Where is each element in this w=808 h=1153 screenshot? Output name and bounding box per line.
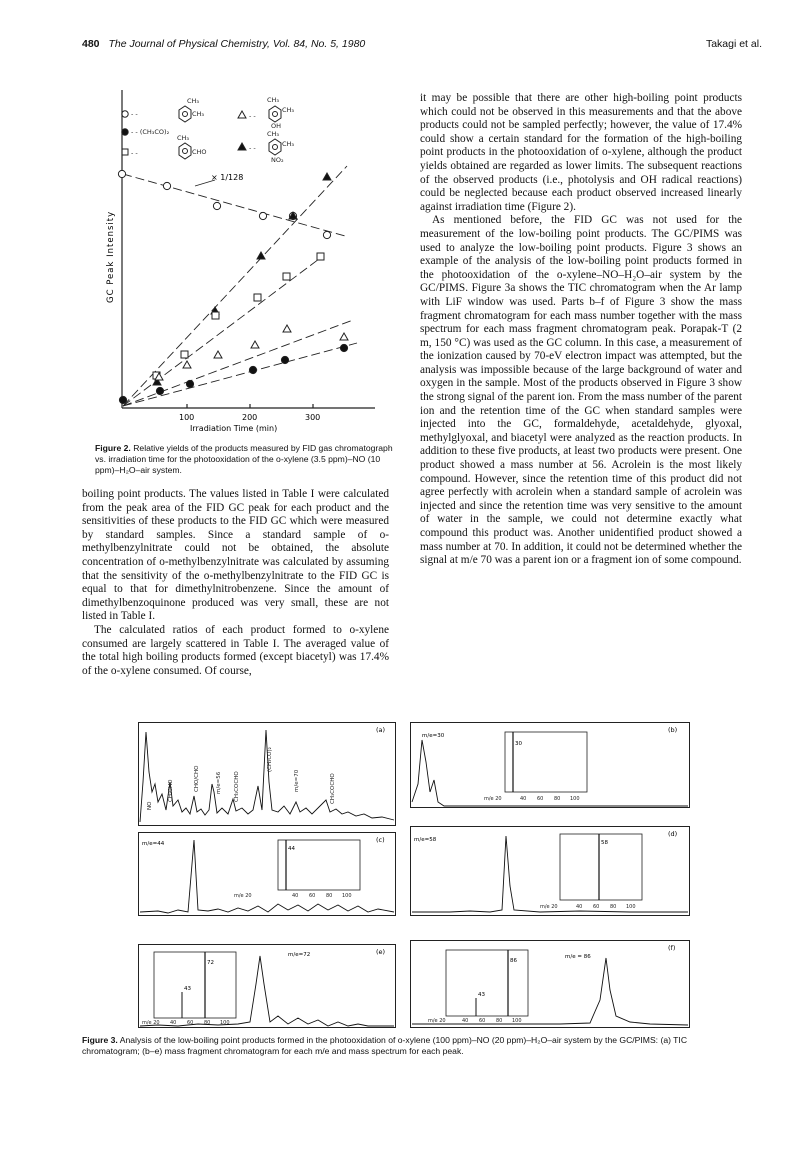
panel-e-axis-1: 40 bbox=[170, 1020, 177, 1026]
right-paragraph-1: it may be possible that there are other high-boiling point products which could not be observed in this measurements and that the above products could not be sampled perfectly; however, the value of 17.4% could show a certain standard for the formation of the high-boiling point products in the photooxidation of o-xylene, although the product yields obtained are regarded as lower limits. The subsequent reactions of the observed products (i.e., photolysis and OH radical reactions) could be neglected because each product observed increased linearly against irradiation time (Figure 2). bbox=[420, 92, 742, 213]
panel-b-axis-4: 100 bbox=[570, 796, 580, 802]
scale-factor-label: × 1/128 bbox=[211, 173, 244, 182]
figure-3e-panel bbox=[138, 944, 396, 1028]
figure-3-caption-label: Figure 3. bbox=[82, 1035, 118, 1045]
panel-f-axis-2: 60 bbox=[479, 1018, 486, 1024]
panel-b-axis-2: 60 bbox=[537, 796, 544, 802]
svg-text:- -: - - bbox=[249, 144, 256, 152]
panel-e-peak-label: 72 bbox=[207, 960, 214, 966]
running-authors: Takagi et al. bbox=[705, 38, 762, 50]
panel-c-peak-label: 44 bbox=[288, 846, 295, 852]
y-axis-label: GC Peak Intensity bbox=[106, 210, 116, 303]
figure-2-plot bbox=[95, 88, 395, 444]
panel-f-mass-label: m/e = 86 bbox=[565, 954, 591, 960]
series-nitro-xylene-line bbox=[123, 166, 347, 406]
figure-3f-panel bbox=[410, 940, 690, 1028]
figure-2-caption bbox=[95, 443, 395, 476]
panel-b-mass-label: m/e=30 bbox=[422, 733, 445, 739]
figure-2-caption-text: Relative yields of the products measured by FID gas chromatograph vs. irradiation time for the photooxidation of the o-xylene (3.5 ppm)–NO (10 ppm)–H₂O–air system. bbox=[95, 443, 393, 475]
figure-2-caption-label: Figure 2. bbox=[95, 443, 131, 453]
panel-a-label-ch3cho: CH₃CHO bbox=[168, 779, 174, 802]
svg-text:CH₃: CH₃ bbox=[282, 106, 295, 114]
series-o-xylene-line bbox=[123, 174, 345, 236]
x-tick-100: 100 bbox=[179, 413, 195, 422]
x-axis-label: Irradiation Time (min) bbox=[190, 424, 278, 433]
x-tick-300: 300 bbox=[305, 413, 321, 422]
figure-3a-tic-chromatogram bbox=[138, 722, 396, 826]
series-tolualdehyde-line bbox=[123, 256, 323, 406]
panel-a-label-no: NO bbox=[147, 801, 153, 810]
x-tick-200: 200 bbox=[242, 413, 258, 422]
panel-e-mass-label: m/e=72 bbox=[288, 952, 311, 958]
panel-d-id: (d) bbox=[668, 830, 678, 838]
figure-3b-panel bbox=[410, 722, 690, 808]
svg-text:CHO: CHO bbox=[192, 148, 207, 156]
panel-d-axis-3: 80 bbox=[610, 904, 617, 910]
right-column bbox=[420, 92, 742, 568]
figure-3-caption bbox=[82, 1035, 742, 1057]
left-paragraph-1: boiling point products. The values listed in Table I were calculated from the peak area of the FID GC peak for each product and the sensitivities of these products to the FID GC which were measured by standard samples. Since a standard sample of o-methylbenzylnitrate could not be obtained, the absolute concentration of o-methylbenzylnitrate was calculated by assuming that the sensitivity of the o-methylbenzylnitrate to the FID GC is equal to that for dimethylnitrobenzene. Since the amount of dimethylbenzoquinone produced was very small, these are not listed in Table I. bbox=[82, 488, 389, 623]
panel-d-axis-2: 60 bbox=[593, 904, 600, 910]
svg-text:CH₃: CH₃ bbox=[282, 140, 295, 148]
svg-text:CH₃: CH₃ bbox=[187, 97, 200, 105]
left-column bbox=[82, 488, 389, 678]
svg-text:- - (CH₃CO)₂: - - (CH₃CO)₂ bbox=[131, 128, 170, 136]
figure-2-points bbox=[118, 170, 348, 403]
panel-c-axis-4: 100 bbox=[342, 893, 352, 899]
svg-text:CH₃: CH₃ bbox=[267, 96, 280, 104]
panel-e-axis-4: 100 bbox=[220, 1020, 230, 1026]
page-number: 480 bbox=[82, 38, 100, 50]
panel-f-axis-1: 40 bbox=[462, 1018, 469, 1024]
panel-b-axis-0: m/e 20 bbox=[484, 796, 502, 802]
panel-a-label-ch3cocho-2: CH₃COCHO bbox=[330, 773, 336, 804]
panel-e-axis-3: 80 bbox=[204, 1020, 211, 1026]
panel-a-id: (a) bbox=[376, 726, 386, 734]
figure-3c-panel bbox=[138, 832, 396, 916]
svg-text:- -: - - bbox=[131, 110, 138, 118]
panel-d-peak-label: 58 bbox=[601, 840, 608, 846]
panel-b-axis-1: 40 bbox=[520, 796, 527, 802]
page-header bbox=[82, 38, 762, 54]
panel-f-axis-3: 80 bbox=[496, 1018, 503, 1024]
svg-text:CH₃: CH₃ bbox=[177, 134, 190, 142]
panel-f-minor-peak: 43 bbox=[478, 992, 485, 998]
panel-f-id: (f) bbox=[668, 944, 676, 952]
panel-e-minor-peak: 43 bbox=[184, 986, 191, 992]
panel-a-label-biacetyl: (CH₃CO)₂ bbox=[267, 747, 273, 772]
panel-e-axis-0: m/e 20 bbox=[142, 1020, 160, 1026]
panel-e-axis-2: 60 bbox=[187, 1020, 194, 1026]
panel-f-peak-label: 86 bbox=[510, 958, 517, 964]
figure-2-legend bbox=[122, 96, 295, 164]
svg-text:NO₂: NO₂ bbox=[271, 156, 284, 164]
svg-text:CH₃: CH₃ bbox=[267, 130, 280, 138]
panel-f-axis-4: 100 bbox=[512, 1018, 522, 1024]
svg-text:CH₃: CH₃ bbox=[192, 110, 205, 118]
panel-c-axis-2: 60 bbox=[309, 893, 316, 899]
left-paragraph-2: The calculated ratios of each product formed to o-xylene consumed are largely scattered in Table I. The averaged value of the total high boiling products formed (except biacetyl) was 17.4% of the o-xylene consumed. Of course, bbox=[82, 623, 389, 677]
panel-d-mass-label: m/e=58 bbox=[414, 837, 437, 843]
panel-b-axis-3: 80 bbox=[554, 796, 561, 802]
figure-3-caption-text: Analysis of the low-boiling point products formed in the photooxidation of o-xylene (100 ppm)–NO (20 ppm)–H₂O–air system by the GC/PIMS: (a) TIC chromatogram; (b–e) mass fragment chromatogram for each m/e and mass spectrum for each peak. bbox=[82, 1035, 688, 1056]
svg-text:OH: OH bbox=[271, 122, 282, 130]
panel-a-label-m56: m/e=56 bbox=[216, 771, 222, 794]
panel-f-axis-0: m/e 20 bbox=[428, 1018, 446, 1024]
panel-d-axis-0: m/e 20 bbox=[540, 904, 558, 910]
panel-c-axis-1: 40 bbox=[292, 893, 299, 899]
right-paragraph-2: As mentioned before, the FID GC was not used for the measurement of the low-boiling point products. The GC/PIMS was used to analyze the low-boiling point products. Figure 3 shows an example of the analysis of the low-boiling point products formed in the photooxidation of the o-xylene–NO–H₂O–air system by the GC/PIMS. Figure 3a shows the TIC chromatogram when the Ar lamp with LiF window was used. Parts b–f of Figure 3 show the mass fragment chromatogram for each mass number together with the mass spectrum for each mass fragment chromatogram peak. Porapak-T (2 m, 150 °C) was used as the GC column. In this case, a measurement of the ionization caused by 70-eV electron impact was attempted, but the analysis was impossible because of the large background of water and oxygen in the sample. Most of the products observed in Figure 3 show the strong signal of the parent ion. From the mass number of the parent ion and the retention time of the GC when standard samples were injected into the GC, formaldehyde, acetaldehyde, glyoxal, methylglyoxal, and biacetyl were analyzed as the reaction products. In addition to these five products, at least two products were present. One product showed a mass number at 56. Acrolein is the most likely compound. However, since the retention time of this product did not agree perfectly with acrolein when a standard sample of acrolein was injected and since the retention time was very sensitive to the amount of water in the sample, we could not determine exactly what compound this product was. Another unidentified product showed a mass number at 70. In addition, it could not be determined whether the signal at m/e 70 was a parent ion or a fragment ion of some compound. bbox=[420, 214, 742, 567]
svg-text:- -: - - bbox=[131, 149, 138, 157]
panel-a-label-ch3cocho: CH₃COCHO bbox=[234, 771, 240, 802]
panel-e-id: (e) bbox=[376, 948, 386, 956]
panel-a-label-glyoxal: CHO/CHO bbox=[194, 765, 200, 792]
panel-b-id: (b) bbox=[668, 726, 678, 734]
journal-title: The Journal of Physical Chemistry, Vol. 84, No. 5, 1980 bbox=[108, 38, 366, 50]
panel-d-axis-4: 100 bbox=[626, 904, 636, 910]
panel-c-mass-label: m/e=44 bbox=[142, 841, 165, 847]
panel-d-axis-1: 40 bbox=[576, 904, 583, 910]
panel-c-axis-0: m/e 20 bbox=[234, 893, 252, 899]
panel-c-axis-3: 80 bbox=[326, 893, 333, 899]
panel-b-peak-label: 30 bbox=[515, 741, 522, 747]
panel-a-label-m70: m/e=70 bbox=[294, 769, 300, 792]
figure-3d-panel bbox=[410, 826, 690, 916]
panel-c-id: (c) bbox=[376, 836, 385, 844]
svg-text:- -: - - bbox=[249, 112, 256, 120]
